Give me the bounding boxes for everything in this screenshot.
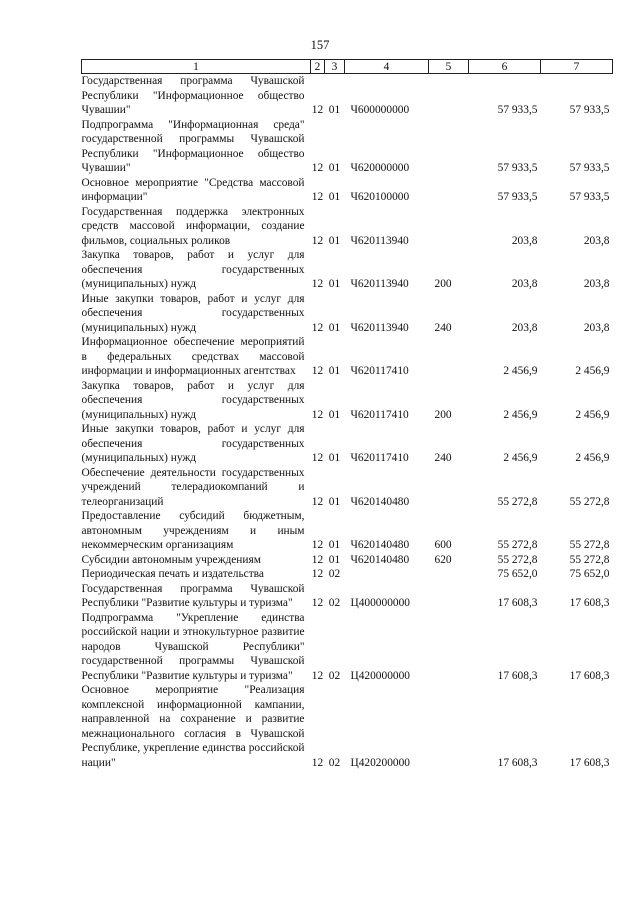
row-subsection: 01	[328, 321, 341, 334]
row-amount-2: 203,8	[583, 278, 610, 290]
row-target-article: Ц420200000	[350, 756, 410, 769]
row-amount-2: 17 608,3	[569, 597, 610, 609]
row-amount-2: 203,8	[583, 321, 610, 334]
row-expense-type: 620	[434, 553, 452, 566]
table-row	[82, 582, 613, 611]
row-name: Периодическая печать и издательства	[81, 568, 264, 580]
row-target-article: Ч600000000	[350, 104, 410, 116]
column-header-2: 2	[311, 60, 325, 74]
column-header-5: 5	[429, 60, 469, 74]
row-section: 12	[311, 162, 324, 174]
table-row	[82, 335, 613, 379]
row-target-article: Ч620140480	[350, 539, 410, 551]
row-amount-1: 57 933,5	[497, 191, 538, 203]
table-row	[82, 74, 613, 118]
row-amount-1: 203,8	[511, 278, 538, 290]
row-target-article: Ц420000000	[350, 669, 410, 682]
row-name: Государственная поддержка электронных средств массовой информации, создание фильмов, социальных роликов	[81, 205, 305, 247]
row-amount-2: 2 456,9	[575, 365, 610, 377]
row-amount-2: 75 652,0	[569, 568, 610, 580]
row-section: 12	[311, 191, 324, 203]
row-expense-type	[429, 567, 469, 582]
row-section: 12	[311, 278, 324, 290]
table-row	[82, 466, 613, 510]
row-expense-type	[429, 118, 469, 176]
row-expense-type	[429, 582, 469, 611]
table-row	[82, 118, 613, 176]
row-name: Иные закупки товаров, работ и услуг для обеспечения государственных (муниципальных) нужд	[81, 423, 305, 464]
row-amount-2: 57 933,5	[569, 191, 610, 203]
row-subsection: 01	[328, 104, 341, 116]
row-target-article: Ч620117410	[350, 452, 409, 464]
column-header-1: 1	[82, 60, 311, 74]
table-row	[82, 379, 613, 423]
row-section: 12	[311, 321, 324, 334]
column-header-3: 3	[325, 60, 345, 74]
row-section: 12	[311, 234, 324, 247]
row-subsection: 02	[328, 568, 341, 580]
row-amount-2: 55 272,8	[569, 495, 610, 508]
table-row	[82, 176, 613, 205]
table-row	[82, 422, 613, 466]
row-expense-type: 200	[434, 408, 452, 421]
row-name: Основное мероприятие "Реализация комплексной информационной кампании, направленной на сохранение и развитие межнационального согласия в Чувашской Республике, укрепление единства российской нации"	[81, 684, 305, 769]
row-section: 12	[311, 568, 324, 580]
row-amount-1: 17 608,3	[497, 669, 538, 682]
row-target-article: Ч620140480	[350, 495, 410, 508]
row-name: Государственная программа Чувашской Республики "Развитие культуры и туризма"	[81, 582, 305, 609]
row-subsection: 01	[328, 234, 341, 247]
row-subsection: 01	[328, 495, 341, 508]
row-amount-2: 2 456,9	[575, 408, 610, 421]
table-row	[82, 292, 613, 336]
row-amount-2: 57 933,5	[569, 162, 610, 174]
row-target-article: Ч620117410	[350, 408, 409, 421]
row-section: 12	[311, 756, 324, 769]
row-subsection: 02	[328, 669, 341, 682]
row-amount-1: 57 933,5	[497, 104, 538, 116]
row-section: 12	[311, 597, 324, 609]
row-amount-2: 17 608,3	[569, 756, 610, 769]
row-amount-1: 2 456,9	[503, 365, 538, 377]
row-target-article	[345, 567, 429, 582]
row-expense-type	[429, 466, 469, 510]
table-row	[82, 509, 613, 553]
row-name: Иные закупки товаров, работ и услуг для обеспечения государственных (муниципальных) нужд	[81, 292, 305, 334]
row-subsection: 01	[328, 408, 341, 421]
row-amount-2: 2 456,9	[575, 452, 610, 464]
row-amount-1: 17 608,3	[497, 756, 538, 769]
row-name: Субсидии автономным учреждениям	[81, 553, 261, 566]
row-section: 12	[311, 539, 324, 551]
row-amount-1: 55 272,8	[497, 495, 538, 508]
table-row	[82, 567, 613, 582]
row-target-article: Ч620000000	[350, 162, 410, 174]
row-subsection: 01	[328, 278, 341, 290]
row-expense-type	[429, 683, 469, 770]
row-target-article: Ц400000000	[350, 597, 410, 609]
table-row	[82, 248, 613, 292]
row-subsection: 01	[328, 162, 341, 174]
row-section: 12	[311, 495, 324, 508]
row-section: 12	[311, 408, 324, 421]
row-amount-1: 57 933,5	[497, 162, 538, 174]
row-expense-type	[429, 611, 469, 684]
row-expense-type	[429, 176, 469, 205]
table-row	[82, 683, 613, 770]
row-amount-1: 2 456,9	[503, 452, 538, 464]
row-amount-2: 203,8	[583, 234, 610, 247]
row-subsection: 02	[328, 597, 341, 609]
row-section: 12	[311, 553, 324, 566]
row-section: 12	[311, 669, 324, 682]
row-expense-type: 240	[434, 452, 452, 464]
row-expense-type: 600	[434, 539, 452, 551]
row-amount-1: 2 456,9	[503, 408, 538, 421]
row-expense-type: 240	[434, 321, 452, 334]
row-name: Обеспечение деятельности государственных учреждений телерадиокомпаний и телеорганизаций	[81, 466, 305, 508]
table-row	[82, 611, 613, 684]
column-header-6: 6	[469, 60, 541, 74]
row-name: Подпрограмма "Информационная среда" государственной программы Чувашской Республики "Информационное общество Чувашии"	[81, 118, 305, 174]
row-target-article: Ч620113940	[350, 278, 409, 290]
row-section: 12	[311, 104, 324, 116]
row-name: Подпрограмма "Укрепление единства российской нации и этнокультурное развитие народов Чувашской Республики" государственной программы Чувашской Республики "Развитие культуры и туризма"	[81, 611, 305, 682]
row-amount-1: 17 608,3	[497, 597, 538, 609]
row-subsection: 01	[328, 452, 341, 464]
row-amount-1: 75 652,0	[497, 568, 538, 580]
row-section: 12	[311, 452, 324, 464]
table-row	[82, 553, 613, 568]
row-name: Информационное обеспечение мероприятий в федеральных средствах массовой информации и информационных агентствах	[81, 336, 305, 377]
row-name: Закупка товаров, работ и услуг для обеспечения государственных (муниципальных) нужд	[81, 379, 305, 421]
row-name: Закупка товаров, работ и услуг для обеспечения государственных (муниципальных) нужд	[81, 249, 305, 290]
row-amount-1: 203,8	[511, 321, 538, 334]
row-subsection: 02	[328, 756, 341, 769]
budget-table	[81, 59, 613, 770]
row-expense-type	[429, 335, 469, 379]
row-amount-2: 55 272,8	[569, 539, 610, 551]
row-subsection: 01	[328, 553, 341, 566]
row-name: Предоставление субсидий бюджетным, автономным учреждениям и иным некоммерческим организациям	[81, 510, 305, 551]
table-body	[82, 74, 613, 771]
row-subsection: 01	[328, 191, 341, 203]
column-header-4: 4	[345, 60, 429, 74]
row-amount-1: 55 272,8	[497, 539, 538, 551]
table-header-row	[82, 60, 613, 74]
row-expense-type: 200	[434, 278, 452, 290]
row-target-article: Ч620140480	[350, 553, 410, 566]
row-target-article: Ч620113940	[350, 321, 409, 334]
row-target-article: Ч620117410	[350, 365, 409, 377]
row-subsection: 01	[328, 365, 341, 377]
row-amount-1: 55 272,8	[497, 553, 538, 566]
row-section: 12	[311, 365, 324, 377]
table-row	[82, 205, 613, 249]
row-amount-2: 17 608,3	[569, 669, 610, 682]
page-number: 157	[310, 38, 330, 52]
row-target-article: Ч620113940	[350, 234, 409, 247]
row-subsection: 01	[328, 539, 341, 551]
row-amount-2: 55 272,8	[569, 553, 610, 566]
column-header-7: 7	[541, 60, 613, 74]
row-expense-type	[429, 205, 469, 249]
row-name: Основное мероприятие "Средства массовой информации"	[81, 176, 305, 203]
row-name: Государственная программа Чувашской Республики "Информационное общество Чувашии"	[81, 75, 305, 116]
row-target-article: Ч620100000	[350, 191, 410, 203]
row-amount-2: 57 933,5	[569, 104, 610, 116]
row-expense-type	[429, 74, 469, 118]
row-amount-1: 203,8	[511, 234, 538, 247]
